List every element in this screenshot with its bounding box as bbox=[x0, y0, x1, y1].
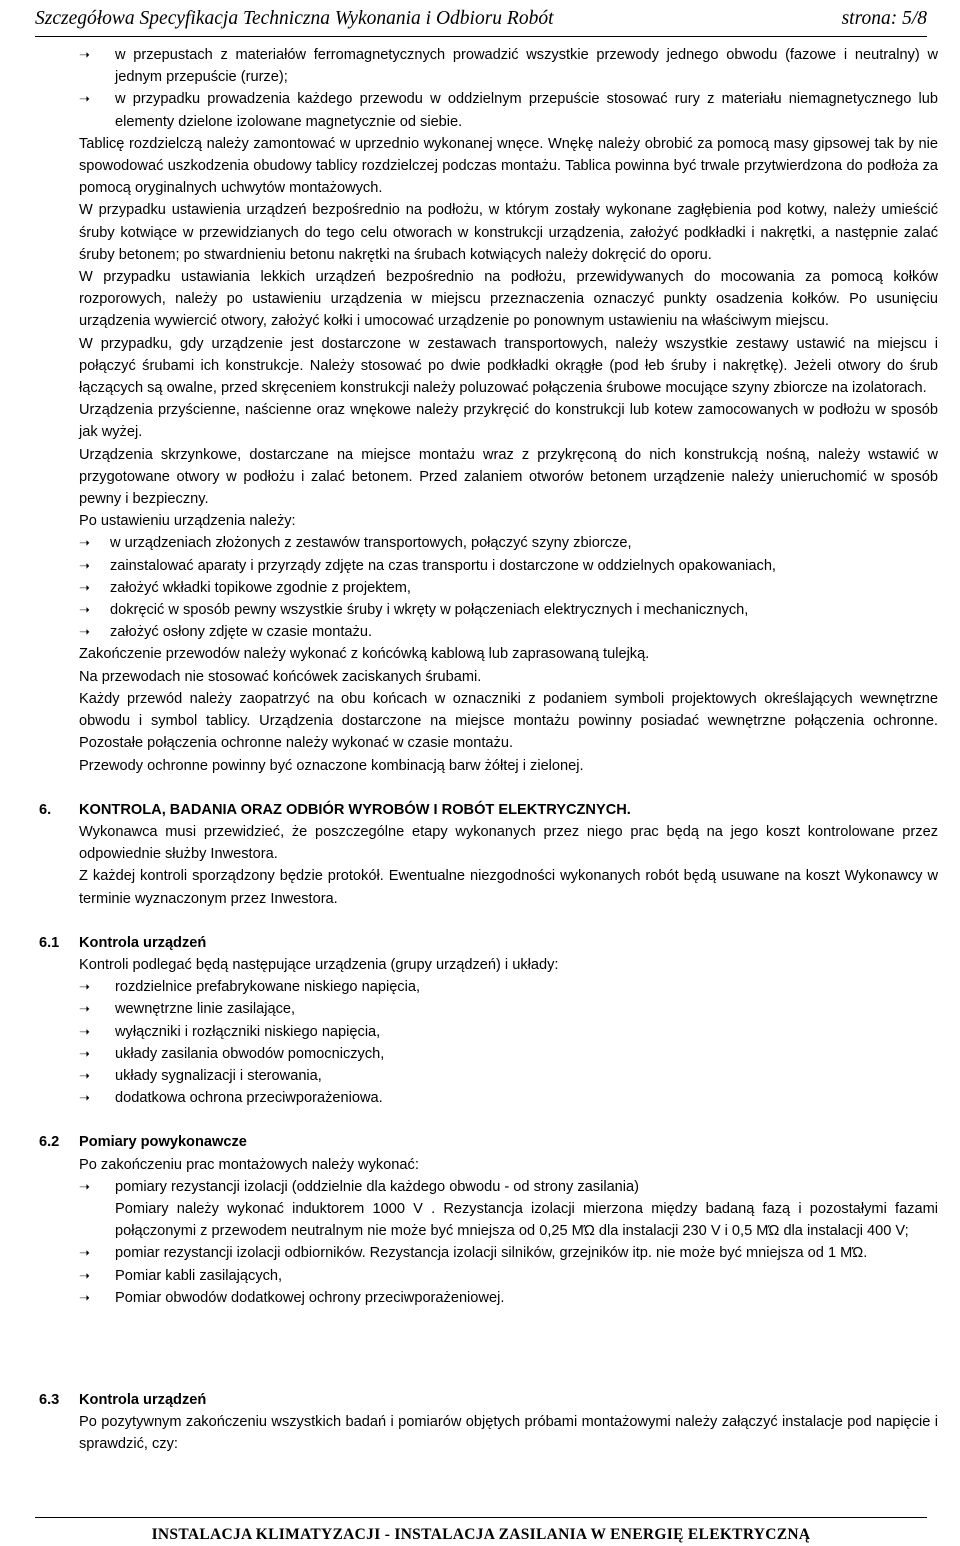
list-item: ➝ rozdzielnice prefabrykowane niskiego napięcia, bbox=[79, 976, 938, 998]
list-item: ➝ Pomiar kabli zasilających, bbox=[79, 1265, 938, 1287]
paragraph: Z każdej kontroli sporządzony będzie protokół. Ewentualne niezgodności wykonanych robót będą usuwane na koszt Wykonawcy w terminie wyznaczonym przez Inwestora. bbox=[79, 868, 938, 907]
arrow-bullet-icon: ➝ bbox=[79, 602, 90, 618]
list-item: ➝ Pomiar obwodów dodatkowej ochrony przeciwporażeniowej. bbox=[79, 1287, 938, 1309]
arrow-bullet-icon: ➝ bbox=[79, 1289, 90, 1305]
section-number: 6.1 bbox=[39, 934, 60, 951]
page-header bbox=[35, 6, 927, 37]
document-title: Szczegółowa Specyfikacja Techniczna Wykonania i Odbioru Robót bbox=[35, 8, 554, 29]
section-heading bbox=[39, 799, 938, 821]
arrow-bullet-icon: ➝ bbox=[79, 1045, 90, 1061]
section-heading bbox=[39, 1131, 938, 1153]
arrow-bullet-icon: ➝ bbox=[79, 1245, 90, 1261]
list-item: ➝ pomiary rezystancji izolacji (oddzielnie dla każdego obwodu - od strony zasilania) bbox=[79, 1176, 938, 1198]
section-number: 6.3 bbox=[39, 1391, 60, 1408]
arrow-bullet-icon: ➝ bbox=[79, 557, 90, 573]
arrow-bullet-icon: ➝ bbox=[79, 979, 90, 995]
list-item: ➝ dodatkowa ochrona przeciwporażeniowa. bbox=[79, 1087, 938, 1109]
section-heading bbox=[39, 1389, 938, 1411]
list-item: ➝ pomiar rezystancji izolacji odbiorników. Rezystancja izolacji silników, grzejników itp. nie może być mniejsza od 1 MΏ. bbox=[79, 1242, 938, 1264]
section-number: 6.2 bbox=[39, 1134, 60, 1151]
section-number: 6. bbox=[39, 801, 52, 818]
arrow-bullet-icon: ➝ bbox=[79, 91, 90, 107]
list-item: ➝ w przypadku prowadzenia każdego przewodu w oddzielnym przepuście stosować rury z materiału niemagnetycznego lub elementy dzielone izolowane magnetycznie od siebie. bbox=[79, 88, 938, 132]
arrow-bullet-icon: ➝ bbox=[79, 624, 90, 640]
paragraph: Urządzenia przyścienne, naścienne oraz wnękowe należy przykręcić do konstrukcji lub kotew zamocowanych w podłożu w sposób jak wyżej. bbox=[79, 402, 938, 441]
list-item: ➝ dokręcić w sposób pewny wszystkie śruby i wkręty w połączeniach elektrycznych i mechanicznych, bbox=[79, 599, 938, 621]
paragraph: W przypadku ustawiania lekkich urządzeń bezpośrednio na podłożu, przewidywanych do mocowania za pomocą kołków rozporowych, należy po ustawieniu urządzenia w miejscu przeznaczenia oznaczyć punkty osadzenia kołków. Po usunięciu urządzenia wywiercić otwory, założyć kołki i umocować urządzenie po ponownym ustawieniu na właściwym miejscu. bbox=[79, 269, 938, 330]
arrow-bullet-icon: ➝ bbox=[79, 1001, 90, 1017]
paragraph: Przewody ochronne powinny być oznaczone kombinacją barw żółtej i zielonej. bbox=[79, 757, 584, 774]
list-item: ➝ układy zasilania obwodów pomocniczych, bbox=[79, 1043, 938, 1065]
arrow-bullet-icon: ➝ bbox=[79, 47, 90, 62]
arrow-bullet-icon: ➝ bbox=[79, 1023, 90, 1039]
section-title: Pomiary powykonawcze bbox=[79, 1134, 247, 1151]
arrow-bullet-icon: ➝ bbox=[79, 1067, 90, 1083]
section-heading bbox=[39, 932, 938, 954]
section-title: Kontrola urządzeń bbox=[79, 1391, 207, 1408]
list-item: ➝ wyłączniki i rozłączniki niskiego napięcia, bbox=[79, 1021, 938, 1043]
paragraph: Tablicę rozdzielczą należy zamontować w uprzednio wykonanej wnęce. Wnękę należy obrobić za pomocą masy gipsowej tak by nie spowodować uszkodzenia obudowy tablicy rozdzielczej podczas montażu. Tablica powinna być trwale przytwierdzona do podłoża za pomocą oryginalnych uchwytów montażowych. bbox=[79, 135, 938, 197]
paragraph: Po pozytywnym zakończeniu wszystkich badań i pomiarów objętych próbami montażowymi należy załączyć instalacje pod napięcie i sprawdzić, czy: bbox=[79, 1414, 938, 1453]
page-footer: INSTALACJA KLIMATYZACJI - INSTALACJA ZASILANIA W ENERGIĘ ELEKTRYCZNĄ bbox=[35, 1517, 927, 1544]
list-item: ➝ zainstalować aparaty i przyrządy zdjęte na czas transportu i dostarczone w oddzielnych opakowaniach, bbox=[79, 555, 938, 577]
section-title: Kontrola urządzeń bbox=[79, 934, 207, 951]
section-title: KONTROLA, BADANIA ORAZ ODBIÓR WYROBÓW I ROBÓT ELEKTRYCZNYCH. bbox=[79, 801, 631, 818]
list-item: ➝ w przepustach z materiałów ferromagnetycznych prowadzić wszystkie przewody jednego obwodu (fazowe i neutralny) w jednym przepuście (rurze); bbox=[79, 44, 938, 88]
paragraph: Po zakończeniu prac montażowych należy wykonać: bbox=[79, 1156, 419, 1173]
paragraph: W przypadku ustawienia urządzeń bezpośrednio na podłożu, w którym zostały wykonane zagłębienia pod kotwy, należy umieścić śruby kotwiące w przewidzianych do tego celu otworach w konstrukcji urządzenia, założyć podkładki i nakrętki, a następnie zalać śruby betonem; po stwardnieniu betonu nakrętki na śrubach kotwiących należy dokręcić do oporu. bbox=[79, 202, 938, 263]
paragraph: Urządzenia skrzynkowe, dostarczane na miejsce montażu wraz z przykręconą do nich konstrukcją nośną, należy wstawić w przygotowane otwory w podłożu i zalać betonem. Przed zalaniem otworów betonem urządzenie należy unieruchomić w sposób pewny i bezpieczny. bbox=[79, 446, 938, 508]
paragraph: Na przewodach nie stosować końcówek zaciskanych śrubami. bbox=[79, 668, 482, 685]
paragraph: Każdy przewód należy zaopatrzyć na obu końcach w oznaczniki z podaniem symboli projektowych określających wewnętrzne obwodu i symbol tablicy. Urządzenia dostarczone na miejsce montażu powinny posiadać wewnętrzne połączenia ochronne. Pozostałe połączenia ochronne należy wykonać w czasie montażu. bbox=[79, 690, 938, 752]
arrow-bullet-icon: ➝ bbox=[79, 1090, 90, 1106]
list-item: ➝ wewnętrzne linie zasilające, bbox=[79, 998, 938, 1020]
page-number: strona: 5/8 bbox=[841, 8, 927, 29]
paragraph: Wykonawca musi przewidzieć, że poszczególne etapy wykonanych przez niego prac będą na jego koszt kontrolowane przez odpowiednie służby Inwestora. bbox=[79, 823, 938, 863]
arrow-bullet-icon: ➝ bbox=[79, 535, 90, 551]
paragraph: Zakończenie przewodów należy wykonać z końcówką kablową lub zaprasowaną tulejką. bbox=[79, 646, 650, 663]
paragraph: Kontroli podlegać będą następujące urządzenia (grupy urządzeń) i układy: bbox=[79, 956, 559, 973]
list-item: ➝ układy sygnalizacji i sterowania, bbox=[79, 1065, 938, 1087]
arrow-bullet-icon: ➝ bbox=[79, 579, 90, 595]
list-item: ➝ w urządzeniach złożonych z zestawów transportowych, połączyć szyny zbiorcze, bbox=[79, 532, 938, 554]
arrow-bullet-icon: ➝ bbox=[79, 1178, 90, 1194]
paragraph: Po ustawieniu urządzenia należy: bbox=[79, 513, 296, 530]
paragraph: Pomiary należy wykonać induktorem 1000 V . Rezystancja izolacji mierzona między badaną fazą i pozostałymi fazami połączonymi z przewodem neutralnym nie może być mniejsza od 0,25 MΏ dla instalacji 230 V i 0,5 MΏ dla instalacji 400 V; bbox=[115, 1200, 938, 1240]
list-item: ➝ założyć osłony zdjęte w czasie montażu. bbox=[79, 621, 938, 643]
list-item: ➝ założyć wkładki topikowe zgodnie z projektem, bbox=[79, 577, 938, 599]
document-body bbox=[0, 44, 960, 1456]
arrow-bullet-icon: ➝ bbox=[79, 1267, 90, 1283]
paragraph: W przypadku, gdy urządzenie jest dostarczone w zestawach transportowych, należy wszystkie zestawy ustawić na miejscu i połączyć śrubami ich konstrukcje. Należy stosować po dwie podkładki okrągłe (pod łeb śruby i nakrętkę). Jeżeli otwory do śrub łączących są owalne, przed skręceniem konstrukcji należy poluzować połączenia śrubowe mocujące szyny zbiorcze na izolatorach. bbox=[79, 335, 938, 397]
